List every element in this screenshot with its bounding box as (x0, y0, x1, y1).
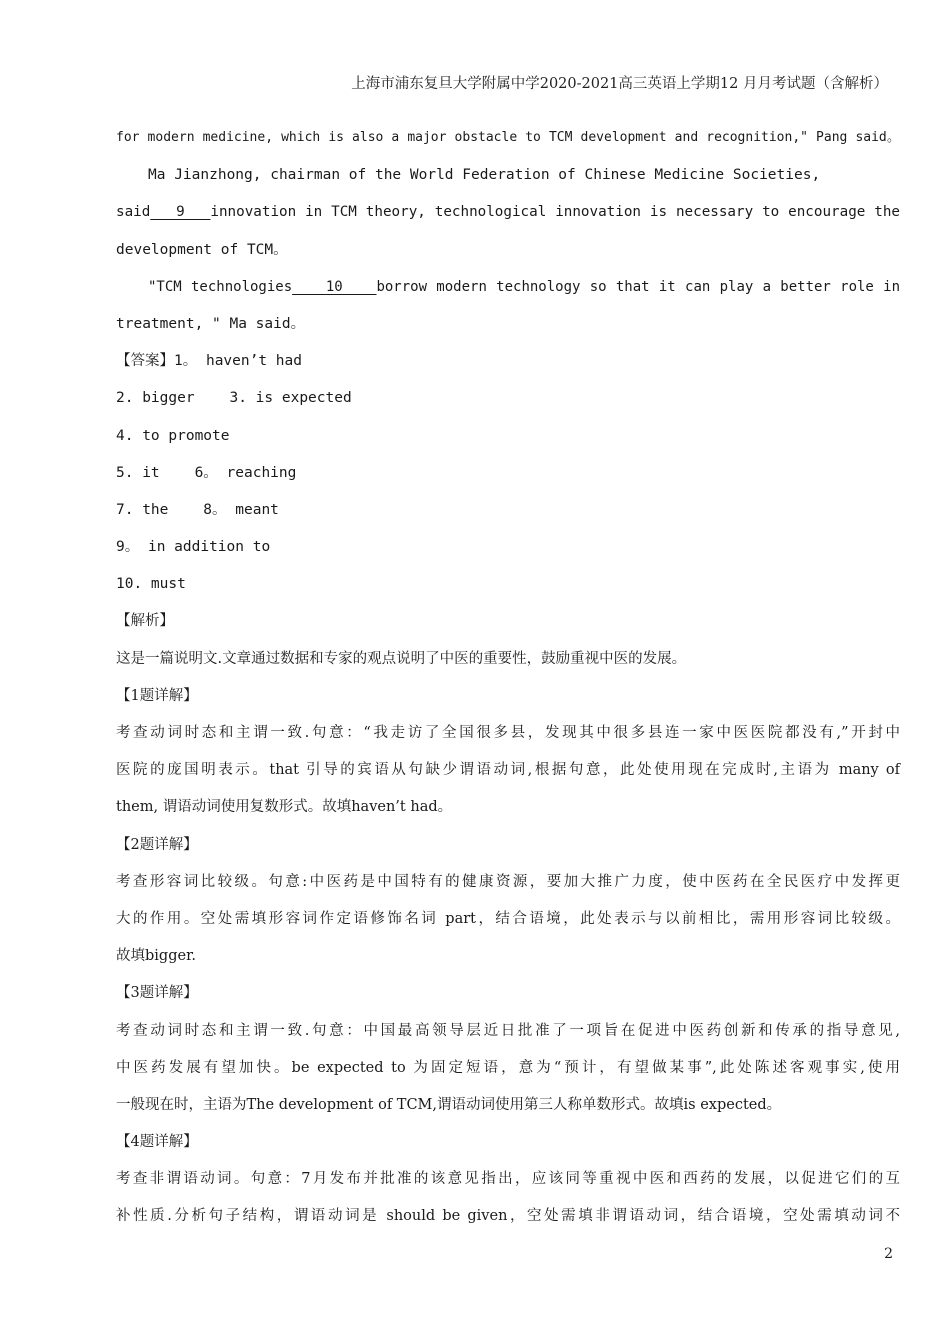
analysis-line: 中医药发展有望加快。be expected to 为固定短语，意为“预计，有望做某事”,此处陈述客观事实,使用 (116, 1059, 900, 1076)
analysis-line: 考查非谓语动词。句意：7月发布并批准的该意见指出，应该同等重视中医和西药的发展，以促进它们的互 (116, 1171, 900, 1188)
answer-line: 9。 in addition to (116, 539, 271, 556)
passage-text: borrow modern technology so that it can play a better role in (376, 278, 901, 295)
analysis-line: 考查动词时态和主谓一致.句意：中国最高领导层近日批准了一项旨在促进中医药创新和传承的指导意见, (116, 1022, 900, 1039)
passage-text: said (116, 204, 151, 221)
answer-line: 【答案】1。 haven’t had (116, 353, 302, 370)
answer-line: 5. it 6。 reaching (116, 464, 297, 481)
document-body (116, 124, 900, 1240)
analysis-line: 一般现在时，主语为The development of TCM,谓语动词使用第三人称单数形式。故填is expected。 (116, 1096, 782, 1113)
passage-text: innovation in TCM theory, technological innovation is necessary to encourage the (210, 204, 900, 221)
analysis-line: 大的作用。空处需填形容词作定语修饰名词 part，结合语境，此处表示与以前相比，需用形容词比较级。 (116, 910, 900, 927)
answer-line: 4. to promote (116, 427, 230, 444)
analysis-line: them, 谓语动词使用复数形式。故填haven’t had。 (116, 799, 453, 816)
page-header: 上海市浦东复旦大学附属中学2020-2021高三英语上学期12 月月考试题（含解析） (351, 76, 888, 92)
question-title: 【1题详解】 (116, 687, 198, 704)
blank-9: ___9___ (150, 204, 211, 221)
analysis-label: 【解析】 (116, 613, 174, 630)
question-title: 【3题详解】 (116, 985, 198, 1002)
question-title: 【4题详解】 (116, 1134, 198, 1151)
analysis-line: 考查动词时态和主谓一致.句意：“我走访了全国很多县，发现其中很多县连一家中医医院都没有,”开封中 (116, 725, 900, 741)
passage-line-blank-10 (116, 273, 900, 310)
passage-line: Ma Jianzhong, chairman of the World Federation of Chinese Medicine Societies, (148, 167, 821, 184)
blank-10: ____10____ (292, 278, 377, 295)
passage-line: development of TCM。 (116, 241, 288, 258)
passage-line: treatment, " Ma said。 (116, 315, 306, 332)
analysis-line: 考查形容词比较级。句意:中医药是中国特有的健康资源，要加大推广力度，使中医药在全民医疗中发挥更 (116, 873, 900, 890)
analysis-line: 医院的庞国明表示。that 引导的宾语从句缺少谓语动词,根据句意，此处使用现在完成时,主语为 many of (116, 762, 900, 779)
answer-line: 7. the 8。 meant (116, 501, 279, 518)
passage-line-blank-9 (116, 198, 900, 235)
passage-line: for modern medicine, which is also a major obstacle to TCM development and recognition," Pang said。 (116, 130, 900, 145)
question-title: 【2题详解】 (116, 836, 198, 853)
answer-line: 2. bigger 3. is expected (116, 390, 352, 407)
analysis-line: 故填bigger. (116, 948, 197, 965)
answer-line: 10. must (116, 576, 186, 593)
page-number: 2 (884, 1246, 893, 1262)
analysis-line: 补性质.分析句子结构，谓语动词是 should be given，空处需填非谓语动词，结合语境，空处需填动词不 (116, 1208, 900, 1225)
analysis-summary: 这是一篇说明文.文章通过数据和专家的观点说明了中医的重要性，鼓励重视中医的发展。 (116, 650, 687, 667)
passage-text: "TCM technologies (148, 278, 293, 295)
